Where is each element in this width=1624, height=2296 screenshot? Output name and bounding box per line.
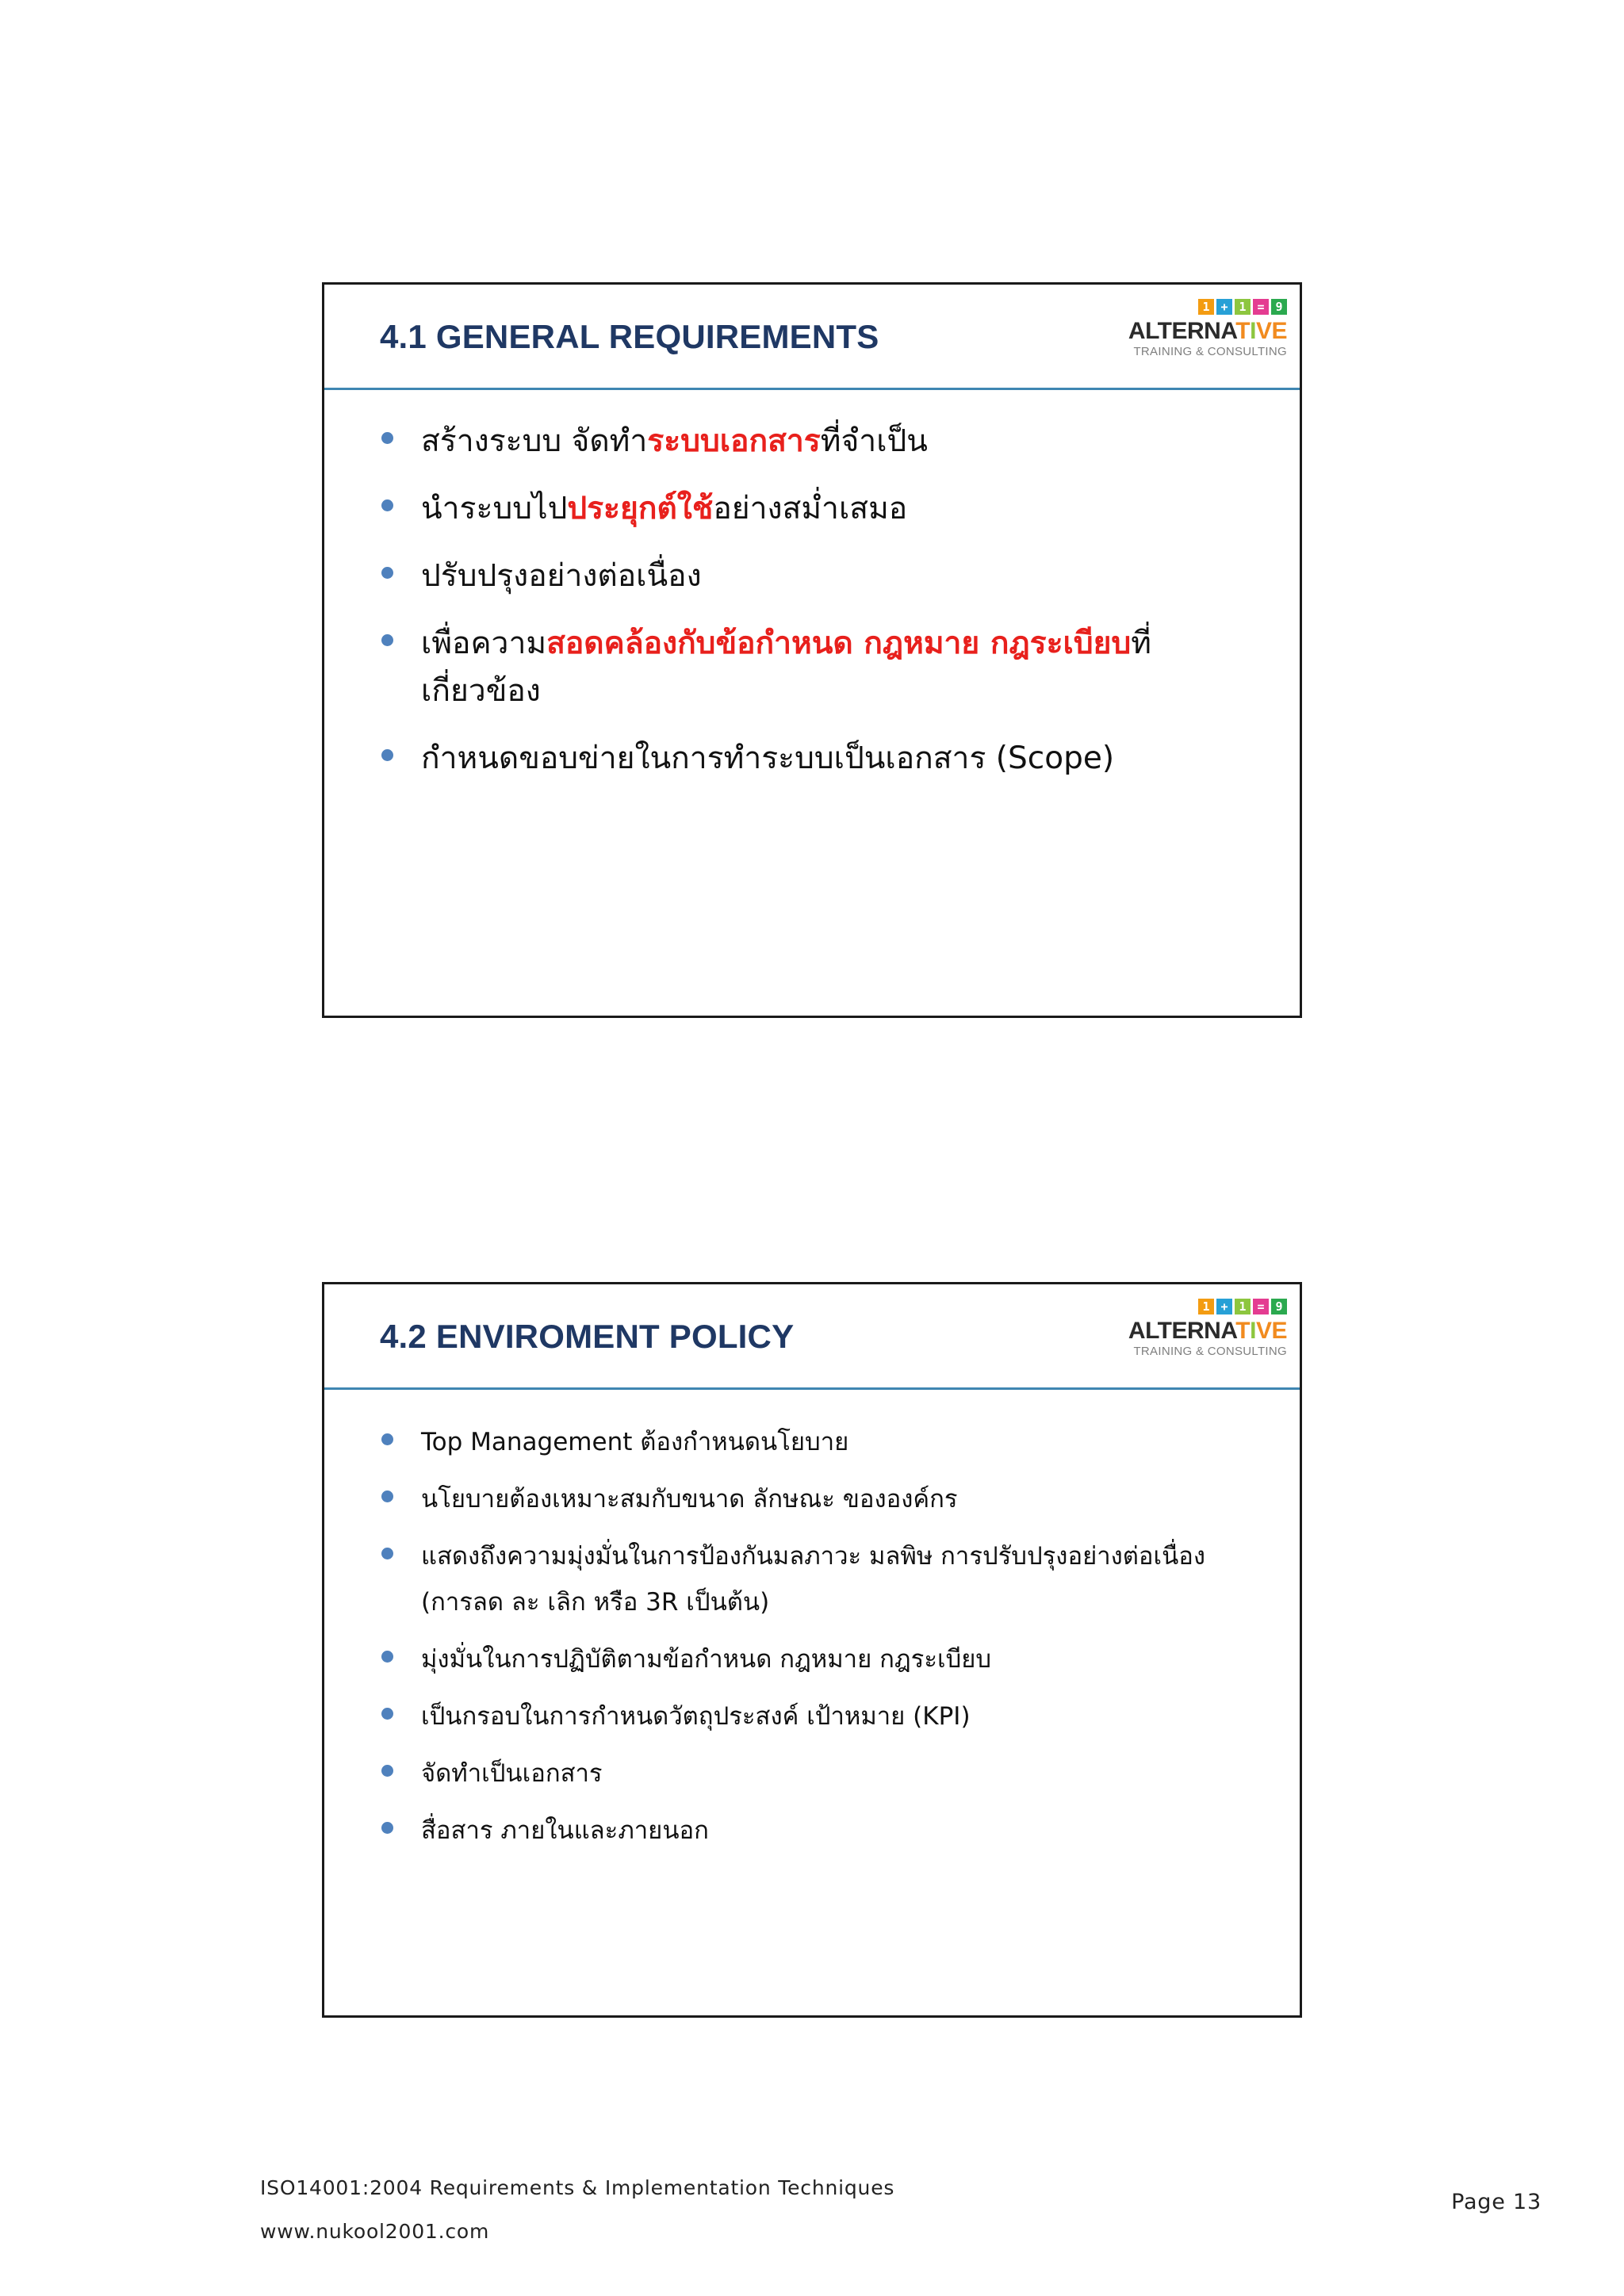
logo-tile: + [1216,299,1232,315]
alternative-logo [1128,299,1287,370]
footer-website: www.nukool2001.com [260,2220,490,2243]
logo-tile: 1 [1235,299,1251,315]
list-item: Top Management ต้องกำหนดนโยบาย [380,1419,1260,1465]
logo-tile: 9 [1271,1299,1287,1314]
slide-title: 4.1 GENERAL REQUIREMENTS [380,318,879,355]
list-item: เพื่อความสอดคล้องกับข้อกำหนด กฎหมาย กฎระเบียบที่เกี่ยวข้อง [380,620,1260,715]
bullet-icon [381,1822,393,1834]
policy-list [380,1419,1260,1865]
bullet-icon [381,634,393,646]
bullet-icon [381,749,393,761]
logo-tiles [1198,1299,1287,1314]
list-item: เป็นกรอบในการกำหนดวัตถุประสงค์ เป้าหมาย (KPI) [380,1693,1260,1739]
bullet-icon [381,567,393,579]
footer-document-title: ISO14001:2004 Requirements & Implementation Techniques [260,2176,895,2199]
requirements-list [380,418,1260,802]
logo-tile: 1 [1198,1299,1214,1314]
list-item: กำหนดขอบข่ายในการทำระบบเป็นเอกสาร (Scope) [380,735,1260,783]
logo-wordmark: ALTERNATIVE [1128,1318,1287,1344]
list-item: นโยบายต้องเหมาะสมกับขนาด ลักษณะ ขององค์กร [380,1476,1260,1522]
logo-tile: 1 [1198,299,1214,315]
bullet-icon [381,1433,393,1445]
list-item: มุ่งมั่นในการปฏิบัติตามข้อกำหนด กฎหมาย กฎระเบียบ [380,1636,1260,1682]
logo-tile: = [1253,1299,1269,1314]
logo-tiles [1198,299,1287,315]
list-item: แสดงถึงความมุ่งมั่นในการป้องกันมลภาวะ มลพิษ การปรับปรุงอย่างต่อเนื่อง (การลด ละ เลิก หรือ 3R เป็นต้น) [380,1533,1260,1625]
bullet-icon [381,432,393,444]
list-item: ปรับปรุงอย่างต่อเนื่อง [380,553,1260,600]
slide-environment-policy [322,1282,1302,2018]
list-item: จัดทำเป็นเอกสาร [380,1751,1260,1797]
logo-tile: + [1216,1299,1232,1314]
logo-tile: = [1253,299,1269,315]
alternative-logo [1128,1299,1287,1370]
list-item: นำระบบไปประยุกต์ใช้อย่างสม่ำเสมอ [380,485,1260,533]
logo-subtitle: TRAINING & CONSULTING [1133,345,1287,358]
bullet-icon [381,1708,393,1720]
logo-subtitle: TRAINING & CONSULTING [1133,1345,1287,1358]
slide-general-requirements [322,282,1302,1018]
bullet-icon [381,1548,393,1559]
bullet-icon [381,1651,393,1663]
title-divider [324,1387,1300,1390]
logo-tile: 1 [1235,1299,1251,1314]
bullet-icon [381,499,393,511]
list-item: สื่อสาร ภายในและภายนอก [380,1808,1260,1854]
slide-title: 4.2 ENVIROMENT POLICY [380,1318,795,1355]
logo-tile: 9 [1271,299,1287,315]
logo-wordmark: ALTERNATIVE [1128,318,1287,344]
list-item: สร้างระบบ จัดทำระบบเอกสารที่จำเป็น [380,418,1260,465]
bullet-icon [381,1490,393,1502]
bullet-icon [381,1765,393,1777]
title-divider [324,388,1300,390]
page-number: Page 13 [1451,2190,1542,2214]
